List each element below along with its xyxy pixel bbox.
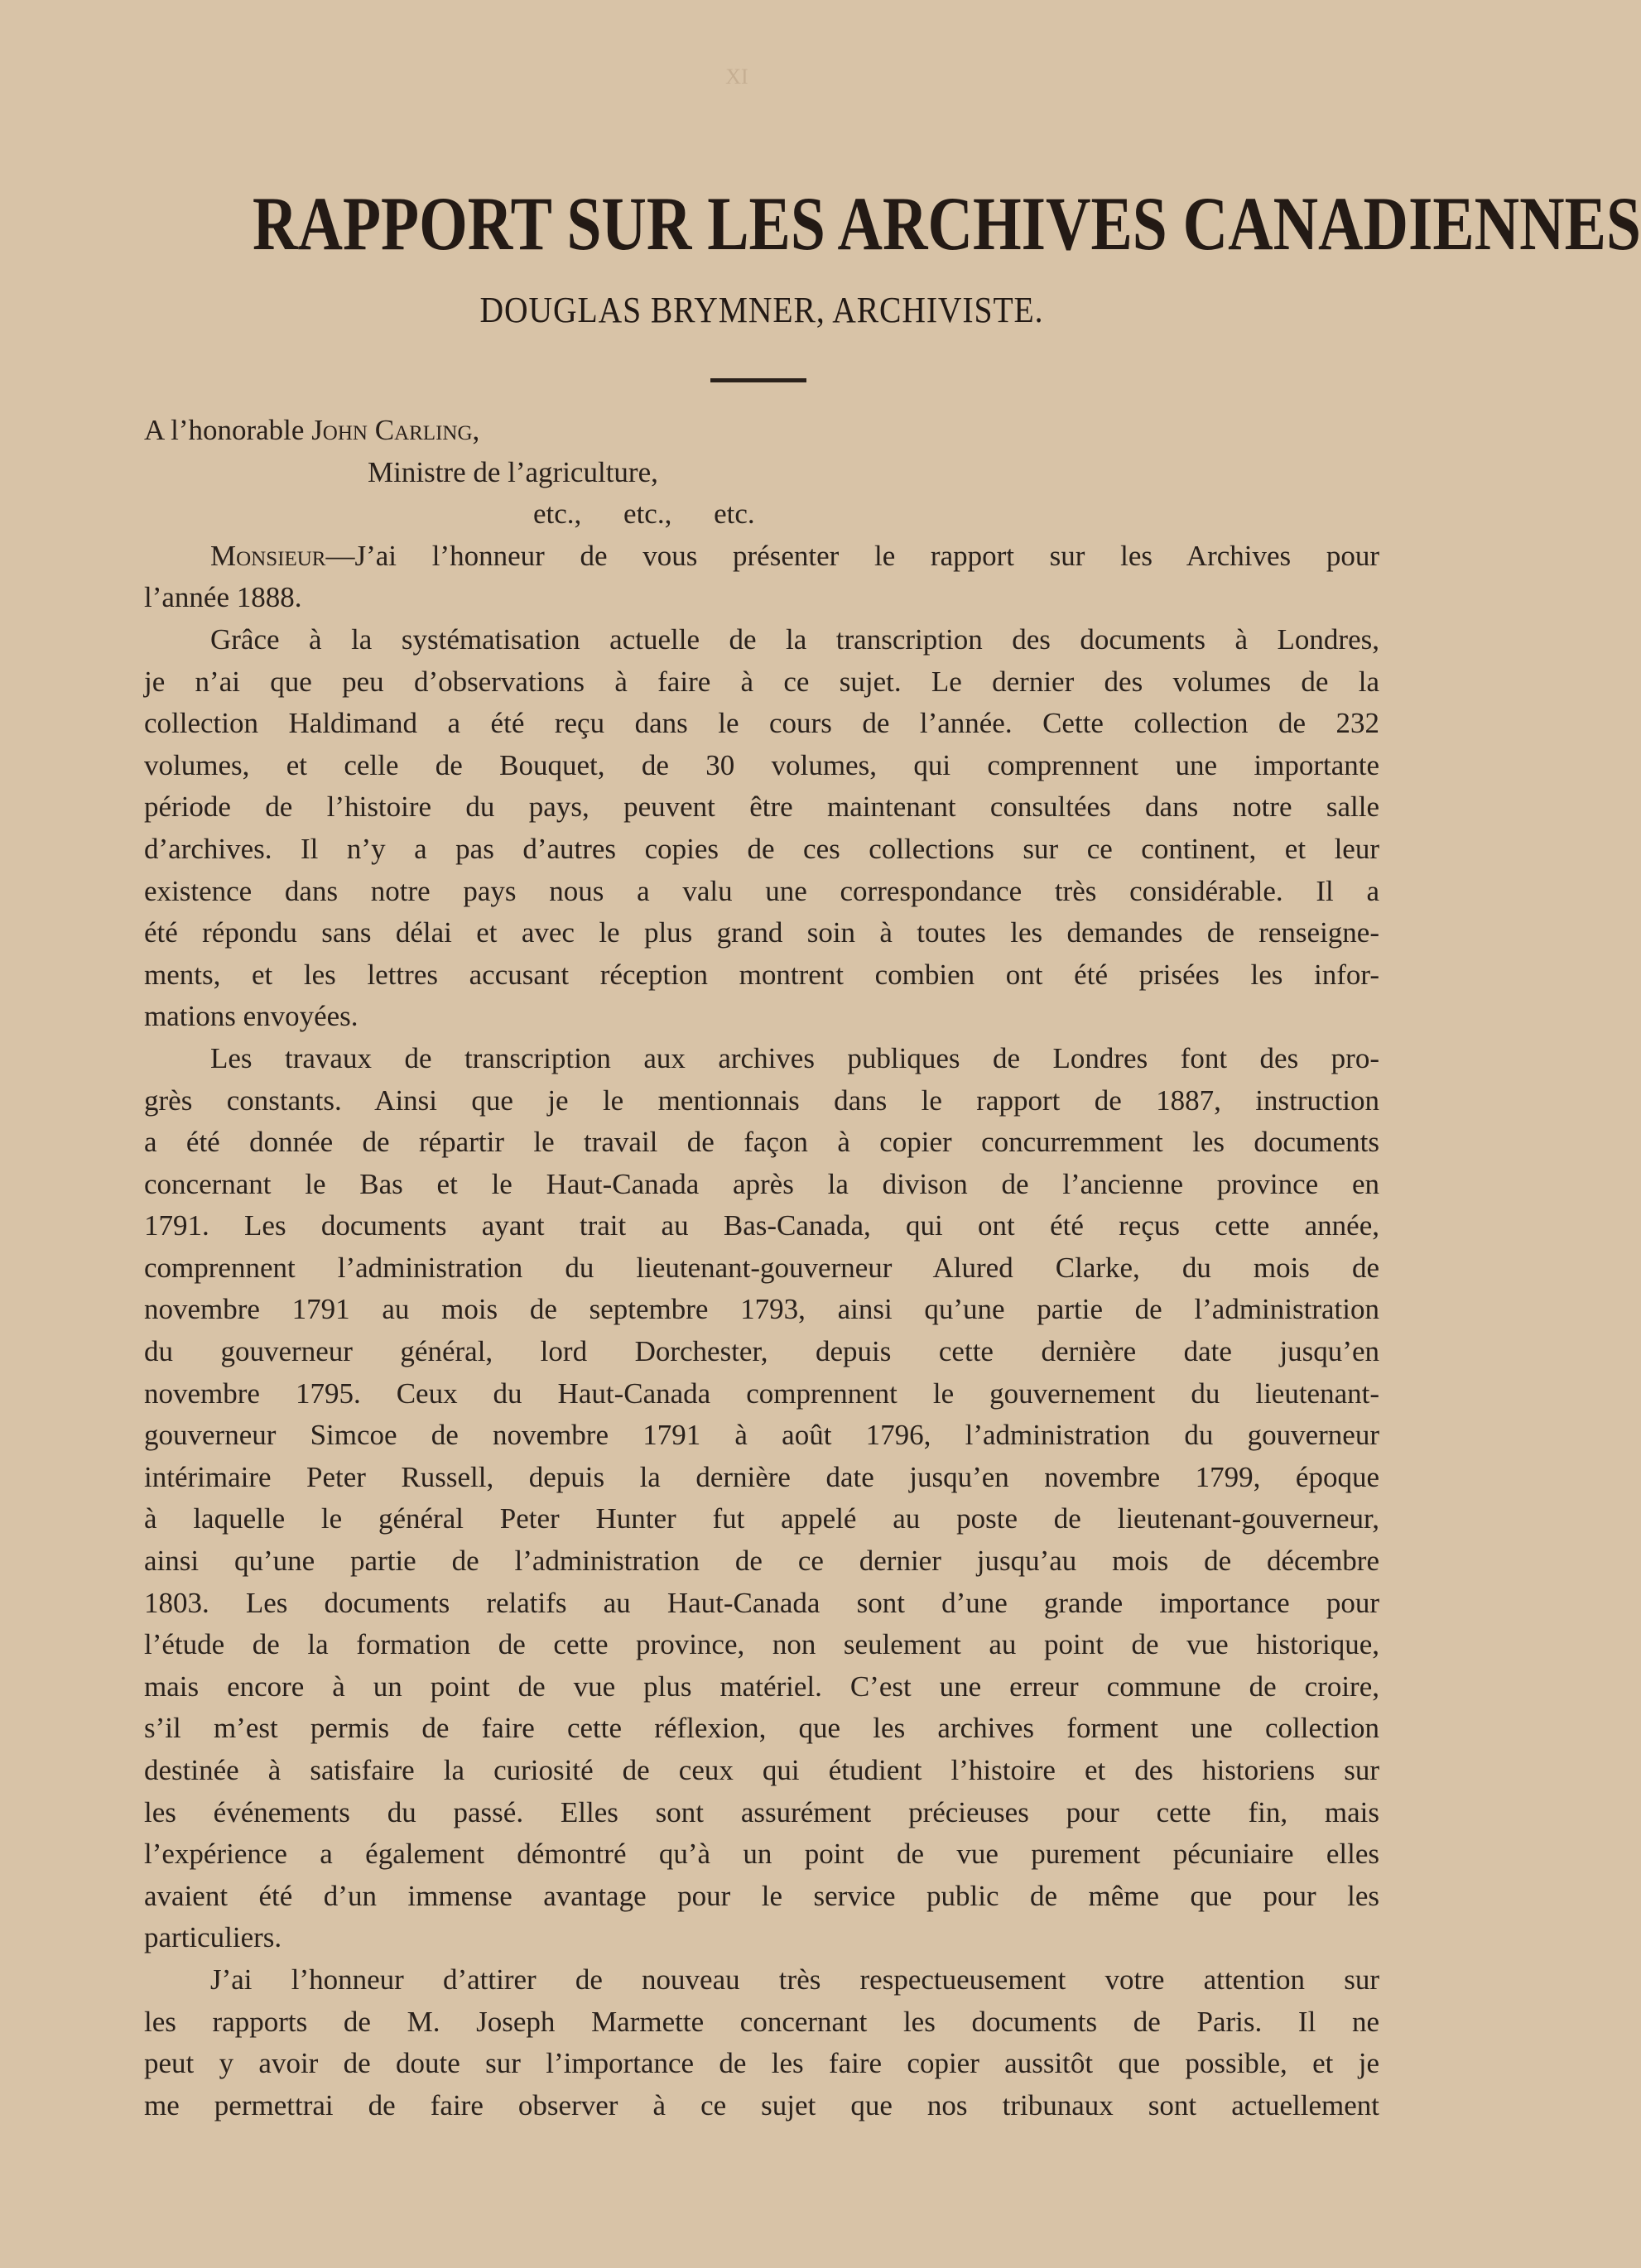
paragraph-3-line: destinée à satisfaire la curiosité de ceux qui étudient l’histoire et des historiens sur: [144, 1754, 1379, 1786]
address-suffix: ,: [472, 414, 480, 446]
paragraph-3-line: particuliers.: [144, 1921, 282, 1954]
page-subtitle: DOUGLAS BRYMNER, ARCHIVISTE.: [479, 290, 1044, 330]
salutation: Monsieur: [210, 539, 326, 572]
paragraph-3-line: intérimaire Peter Russell, depuis la dernière date jusqu’en novembre 1799, époque: [144, 1460, 1379, 1493]
paragraph-3-line: les événements du passé. Elles sont assurément précieuses pour cette fin, mais: [144, 1795, 1379, 1828]
paragraph-3-line: s’il m’est permis de faire cette réflexion, que les archives forment une collection: [144, 1712, 1379, 1745]
paragraph-4-line: peut y avoir de doute sur l’importance de les faire copier aussitôt que possible, et je: [144, 2047, 1379, 2080]
paragraph-3-line: l’expérience a également démontré qu’à un point de vue purement pécuniaire elles: [144, 1838, 1379, 1871]
paragraph-3-line: Les travaux de transcription aux archives publiques de Londres font des pro-: [210, 1041, 1379, 1074]
paragraph-2-line: été répondu sans délai et avec le plus grand soin à toutes les demandes de renseigne-: [144, 916, 1379, 949]
paragraph-1-line-2: l’année 1888.: [144, 581, 302, 614]
paragraph-2-line: volumes, et celle de Bouquet, de 30 volumes, qui comprennent une importante: [144, 748, 1379, 781]
paragraph-1-line-1: Monsieur—J’ai l’honneur de vous présenter le rapport sur les Archives pour: [210, 539, 1379, 572]
paragraph-3-line: avaient été d’un immense avantage pour le service public de même que pour les: [144, 1879, 1379, 1912]
paragraph-4-line: les rapports de M. Joseph Marmette concernant les documents de Paris. Il ne: [144, 2005, 1379, 2038]
paragraph-4-line: me permettrai de faire observer à ce sujet que nos tribunaux sont actuellement: [144, 2088, 1379, 2121]
address-name: John Carling: [311, 414, 473, 446]
paragraph-3-line: novembre 1791 au mois de septembre 1793, ainsi qu’une partie de l’administration: [144, 1293, 1379, 1326]
paragraph-2-line: d’archives. Il n’y a pas d’autres copies de ces collections sur ce continent, et leur: [144, 832, 1379, 865]
paragraph-3-line: novembre 1795. Ceux du Haut-Canada comprennent le gouvernement du lieutenant-: [144, 1377, 1379, 1410]
title-divider: [710, 378, 806, 382]
letter-body: [144, 410, 1379, 2126]
paragraph-2-line: mations envoyées.: [144, 1000, 359, 1033]
paragraph-2-line: collection Haldimand a été reçu dans le cours de l’année. Cette collection de 232: [144, 707, 1379, 740]
paragraph-2-line: période de l’histoire du pays, peuvent être maintenant consultées dans notre salle: [144, 790, 1379, 824]
address-line-1: [144, 410, 1379, 452]
paragraph-4-line: J’ai l’honneur d’attirer de nouveau très respectueusement votre attention sur: [210, 1963, 1379, 1996]
paragraph-3-line: gouverneur Simcoe de novembre 1791 à août 1796, l’administration du gouverneur: [144, 1419, 1379, 1452]
paragraph-3-line: l’étude de la formation de cette province, non seulement au point de vue historique,: [144, 1628, 1379, 1661]
paragraph-3-line: grès constants. Ainsi que je le mentionnais dans le rapport de 1887, instruction: [144, 1084, 1379, 1117]
paragraph-2-line: ments, et les lettres accusant réception montrent combien ont été prisées les infor-: [144, 958, 1379, 991]
paragraph-3-line: ainsi qu’une partie de l’administration de ce dernier jusqu’au mois de décembre: [144, 1545, 1379, 1578]
paragraph-2-line: existence dans notre pays nous a valu une correspondance très considérable. Il a: [144, 874, 1379, 907]
paragraph-3-line: à laquelle le général Peter Hunter fut appelé au poste de lieutenant-gouverneur,: [144, 1502, 1379, 1535]
paragraph-2-line: je n’ai que peu d’observations à faire à ce sujet. Le dernier des volumes de la: [144, 665, 1379, 698]
address-line-2: Ministre de l’agriculture,: [368, 455, 658, 488]
address-line-3: etc., etc., etc.: [533, 497, 755, 531]
page-title: RAPPORT SUR LES ARCHIVES CANADIENNES: [253, 181, 1641, 266]
paragraph-3-line: comprennent l’administration du lieutenant-gouverneur Alured Clarke, du mois de: [144, 1251, 1379, 1284]
paragraph-3-line: a été donnée de répartir le travail de façon à copier concurremment les documents: [144, 1126, 1379, 1159]
paragraph-3-line: 1803. Les documents relatifs au Haut-Canada sont d’une grande importance pour: [144, 1586, 1379, 1619]
paragraph-3-line: 1791. Les documents ayant trait au Bas-Canada, qui ont été reçus cette année,: [144, 1209, 1379, 1242]
paragraph-3-line: concernant le Bas et le Haut-Canada après la divison de l’ancienne province en: [144, 1167, 1379, 1200]
page-number: XI: [725, 65, 748, 89]
address-prefix: A l’honorable: [144, 414, 312, 446]
paragraph-2-line: Grâce à la systématisation actuelle de la transcription des documents à Londres,: [210, 622, 1379, 656]
paragraph-3-line: du gouverneur général, lord Dorchester, depuis cette dernière date jusqu’en: [144, 1335, 1379, 1368]
paragraph-3-line: mais encore à un point de vue plus matériel. C’est une erreur commune de croire,: [144, 1670, 1379, 1703]
